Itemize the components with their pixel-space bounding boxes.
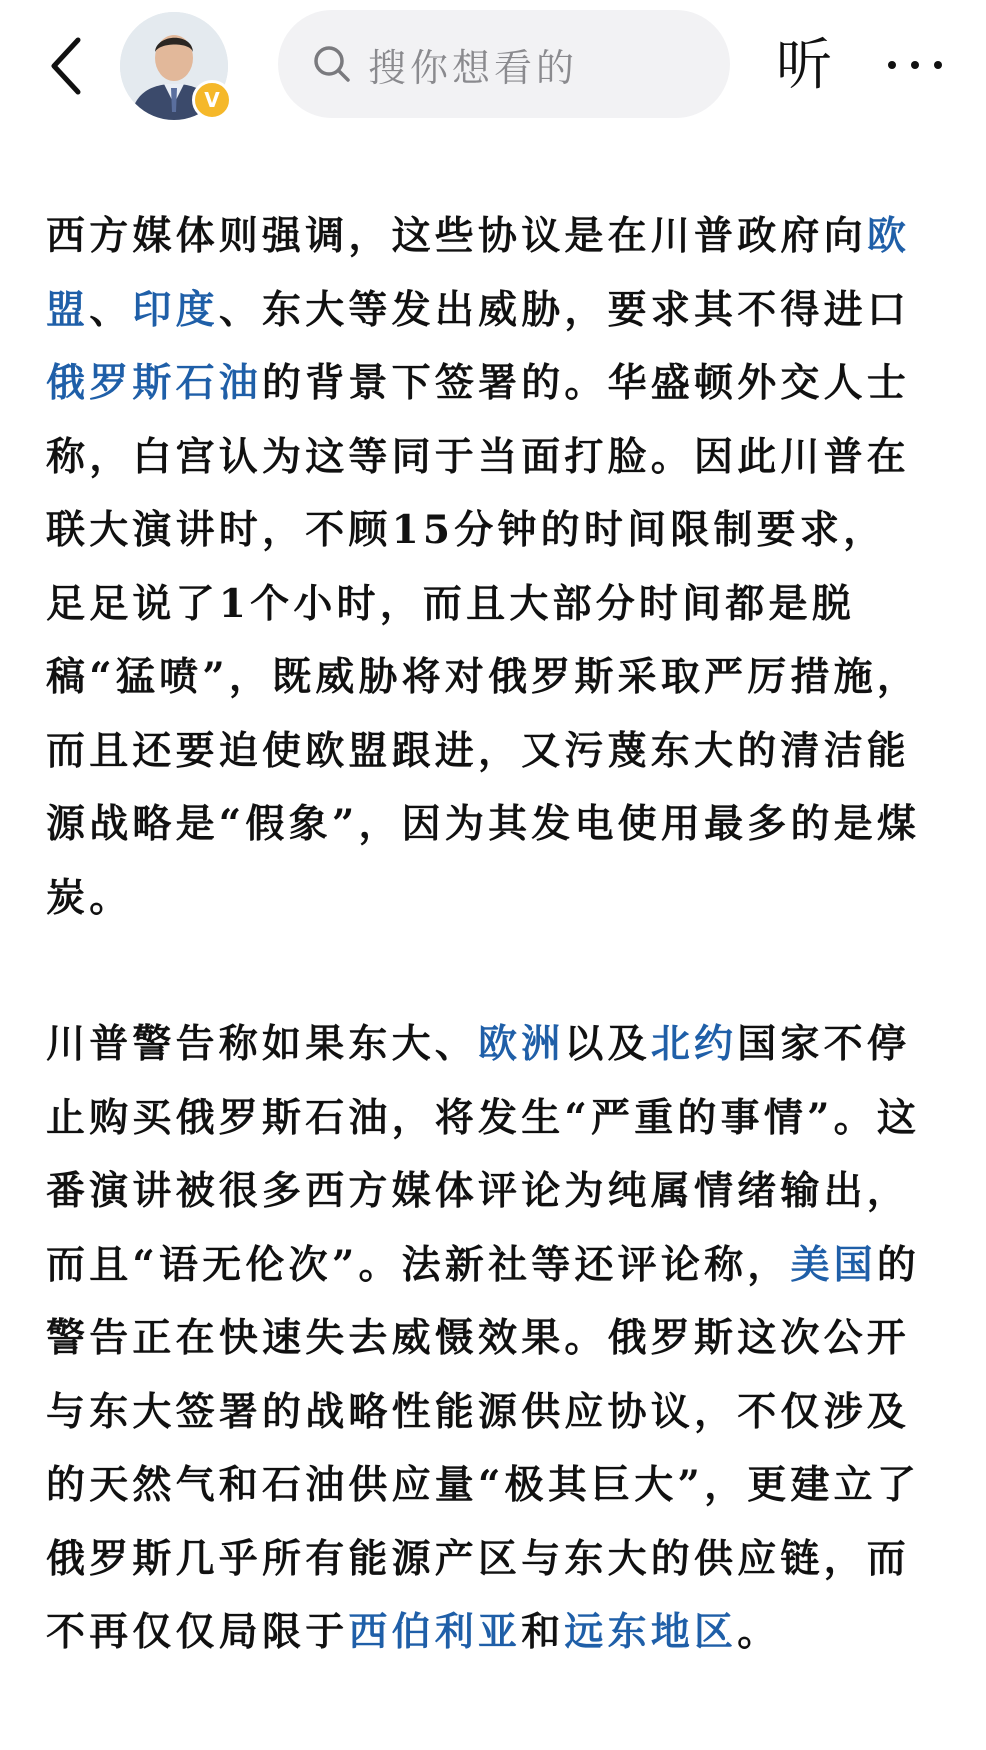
search-icon <box>312 44 352 84</box>
link-far-east[interactable]: 远东地区 <box>564 1609 738 1655</box>
more-horizontal-icon <box>885 58 945 72</box>
link-nato[interactable]: 北约 <box>650 1021 738 1067</box>
link-india[interactable]: 印度 <box>132 286 219 333</box>
link-eu[interactable]: 欧盟 <box>46 213 911 333</box>
text-segment: 的背景下签署的。华盛顿外交人士称，白宫认为这等同于当面打脸。因此川普在联大演讲时，不顾15分钟的时间限制要求，足足说了1个小时，而且大部分时间都是脱稿“猛喷”，既威胁将对俄罗斯采取严厉措施，而且还要迫使欧盟跟进，又污蔑东大的清洁能源战略是“假象”，因为其发电使用最多的是煤炭。 <box>46 360 921 921</box>
search-placeholder: 搜你想看的 <box>368 45 579 90</box>
link-europe[interactable]: 欧洲 <box>478 1021 565 1067</box>
text-segment: 国家不停止购买俄罗斯石油，将发生“严重的事情”。这番演讲被很多西方媒体评论为纯属情绪输出，而且“语无伦次”。法新社等还评论称， <box>46 1021 921 1288</box>
text-segment: 、 <box>89 286 133 333</box>
link-siberia[interactable]: 西伯利亚 <box>348 1609 522 1655</box>
text-segment: 以及 <box>564 1021 651 1067</box>
text-segment: 川普警告称如果东大、 <box>46 1021 479 1067</box>
more-button[interactable] <box>870 30 960 100</box>
text-segment: 和 <box>521 1609 565 1655</box>
text-segment: 西方媒体则强调，这些协议是在川普政府向 <box>46 213 867 259</box>
link-usa[interactable]: 美国 <box>790 1241 877 1288</box>
listen-button[interactable]: 听 <box>776 33 832 98</box>
text-segment: 。 <box>737 1609 781 1655</box>
search-input[interactable] <box>278 10 730 118</box>
author-avatar[interactable] <box>120 12 232 120</box>
verified-badge-icon: V <box>192 80 232 120</box>
article-body <box>46 200 926 1670</box>
article-paragraph-1 <box>46 200 926 935</box>
text-segment: 的警告正在快速失去威慑效果。俄罗斯这次公开与东大签署的战略性能源供应协议，不仅涉及的天然气和石油供应量“极其巨大”，更建立了俄罗斯几乎所有能源产区与东大的供应链，而不再仅仅局限于 <box>46 1241 921 1655</box>
top-bar <box>0 0 986 130</box>
text-segment: 、东大等发出威胁，要求其不得进口 <box>218 286 911 333</box>
chevron-left-icon <box>46 34 86 98</box>
article-paragraph-2 <box>46 1008 926 1670</box>
back-button[interactable] <box>36 28 96 104</box>
link-russian-oil[interactable]: 俄罗斯石油 <box>46 360 263 406</box>
